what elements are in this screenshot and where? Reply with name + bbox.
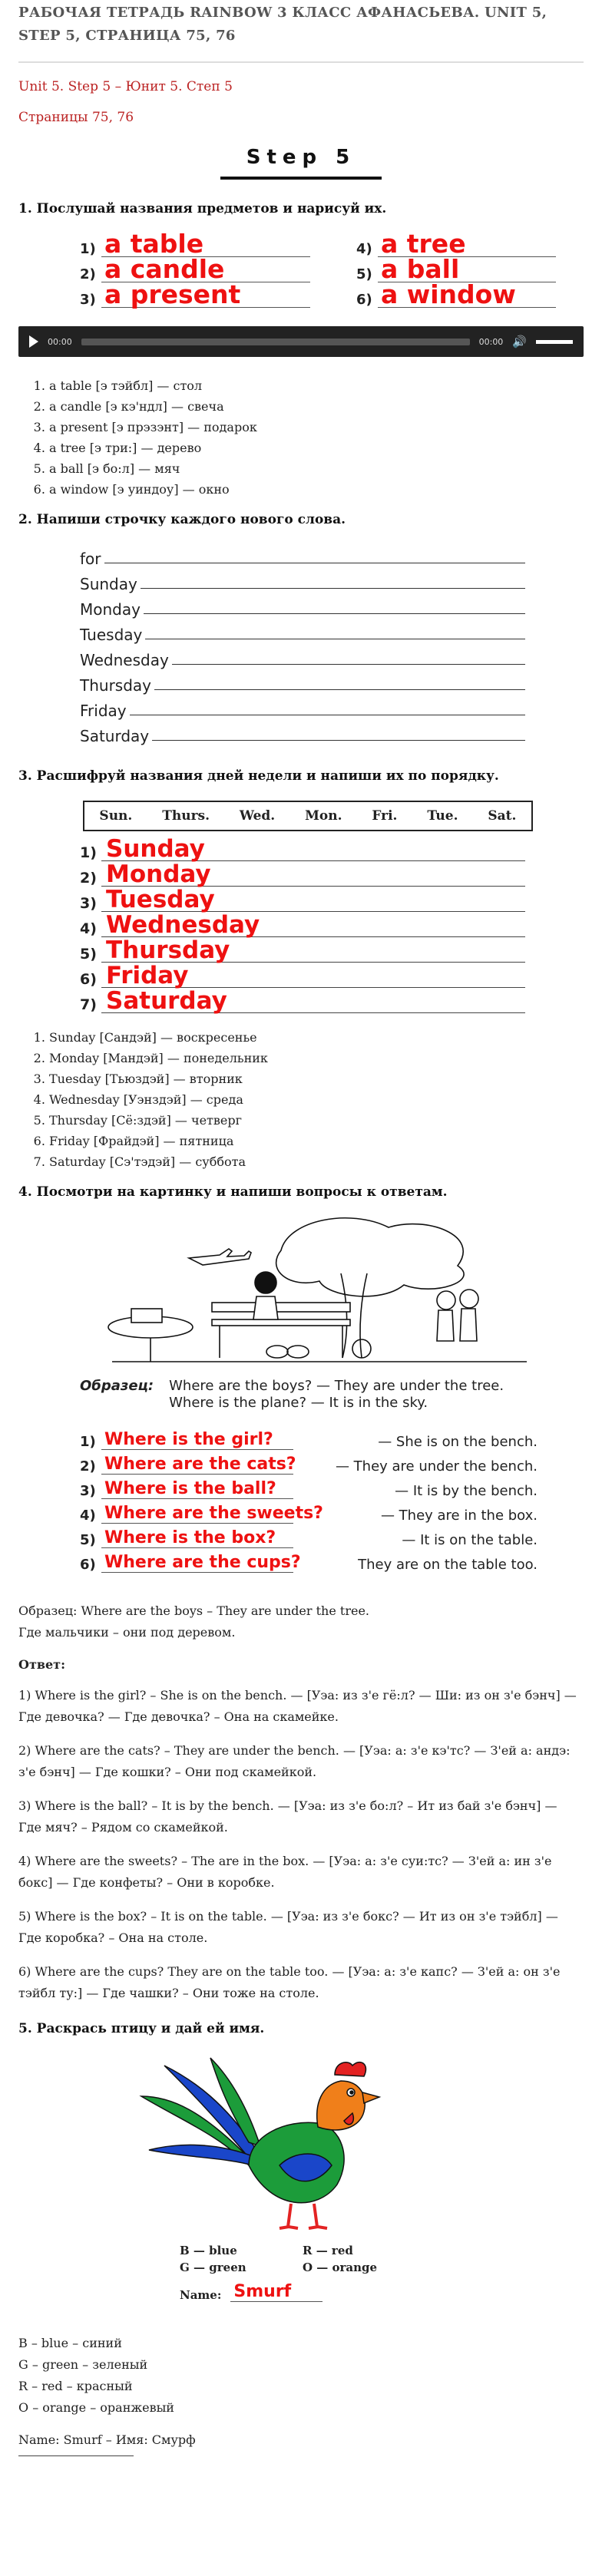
writing-line (80, 619, 525, 644)
list-item: 4. Wednesday [Уэнздэй] — среда (49, 1089, 584, 1110)
underline (154, 689, 525, 690)
line-word: for (80, 550, 101, 568)
day-abbr: Wed. (239, 808, 276, 824)
line-word: Friday (80, 702, 127, 720)
audio-player (18, 326, 584, 357)
park-illustration (97, 1212, 542, 1373)
line-word: Thursday (80, 676, 151, 695)
answer-text: — She is on the bench. (378, 1434, 538, 1450)
line-num: 6) (80, 971, 97, 988)
q-num: 4) (80, 1508, 96, 1524)
bird-image (134, 2050, 410, 2234)
q-num: 5) (80, 1532, 96, 1548)
day-abbr: Fri. (372, 808, 398, 824)
answer-text: They are on the table too. (358, 1557, 538, 1573)
answer-text: — They are in the box. (380, 1508, 538, 1524)
line-num: 1) (80, 844, 97, 861)
answer-line (80, 836, 525, 861)
ex4-plain (18, 1600, 584, 2004)
audio-current-time: 00:00 (48, 336, 72, 347)
line-word: Tuesday (80, 626, 143, 644)
answer-paragraph: 2) Where are the cats? – They are under the bench. — [Уэа: а: з'е кэ'тс? — З'ей а: андэ: з'е бэнч] — Где кошки? – Они под скамейкой. (18, 1743, 571, 1779)
answer-text: — It is on the table. (402, 1532, 538, 1548)
page-title: РАБОЧАЯ ТЕТРАДЬ RAINBOW 3 КЛАСС АФАНАСЬЕВА. UNIT 5, STEP 5, СТРАНИЦА 75, 76 (18, 5, 547, 44)
list-item: 6. a window [э уиндоу] — окно (49, 479, 584, 500)
color-translations (18, 2333, 584, 2456)
answer-paragraph: 6) Where are the cups? They are on the table too. — [Уэа: а: з'е капс? — З'ей а: он з'е тэйбл ту:] — Где чашки? – Они тоже на столе. (18, 1964, 561, 2000)
list-item: 4. a tree [э три:] — дерево (49, 438, 584, 458)
answer-line (80, 988, 525, 1013)
name-line (180, 2282, 584, 2302)
day-abbr: Tue. (427, 808, 458, 824)
question-text: Where are the cats? (101, 1455, 293, 1475)
question-row (80, 1475, 538, 1499)
ex1-item (356, 279, 556, 309)
ex3-heading: 3. Расшифруй названия дней недели и напиши их по порядку. (18, 768, 499, 784)
list-item: 3. Tuesday [Тьюздэй] — вторник (49, 1068, 584, 1089)
park-scene-image (97, 1212, 542, 1373)
line-num: 5) (80, 946, 97, 963)
answer-word: Sunday (101, 837, 525, 861)
question-text: Where are the sweets? (101, 1504, 293, 1524)
answer-line (80, 887, 525, 912)
ex1-item (80, 279, 310, 309)
underline (144, 613, 525, 614)
answer-text: — It is by the bench. (395, 1483, 538, 1499)
legend-item: R — red (303, 2244, 353, 2257)
day-abbr: Sat. (488, 808, 517, 824)
color-line: R – red – красный (18, 2379, 133, 2393)
writing-line (80, 543, 525, 568)
legend-item: B — blue (180, 2244, 237, 2257)
item-word: a ball (378, 257, 556, 282)
answer-paragraph: 1) Where is the girl? – She is on the bench. — [Уэа: из з'е гё:л? — Ши: из он з'е бэнч] — Где девочка? — Где девочка? – Она на скамейке. (18, 1688, 577, 1724)
color-line: G – green – зеленый (18, 2357, 148, 2372)
bird-illustration (134, 2050, 410, 2234)
list-item: 1. Sunday [Сандэй] — воскресенье (49, 1027, 584, 1048)
list-item: 2. Monday [Мандэй] — понедельник (49, 1048, 584, 1068)
ex1-grid (80, 229, 584, 309)
question-text: Where is the ball? (101, 1480, 293, 1499)
item-word: a candle (101, 257, 310, 282)
line-word: Monday (80, 600, 141, 619)
day-abbr: Mon. (305, 808, 342, 824)
answer-word: Saturday (101, 989, 525, 1013)
answer-label: Ответ: (18, 1657, 65, 1672)
sample-text (169, 1378, 538, 1412)
q-num: 6) (80, 1557, 96, 1573)
subtitle-pages: Страницы 75, 76 (18, 110, 134, 125)
sample-text-1: Образец: Where are the boys – They are under the tree. (18, 1603, 369, 1618)
question-row (80, 1548, 538, 1573)
answer-line (80, 861, 525, 887)
q-num: 3) (80, 1483, 96, 1499)
writing-line (80, 644, 525, 669)
writing-line (80, 695, 525, 720)
name-label: Name: (180, 2288, 222, 2302)
line-num: 7) (80, 996, 97, 1013)
writing-line (80, 593, 525, 619)
item-num: 5) (356, 266, 372, 282)
sample-line: Where are the boys? — They are under the tree. (169, 1378, 504, 1394)
day-abbr: Sun. (99, 808, 133, 824)
answer-paragraph: 4) Where are the sweets? – The are in the box. — [Уэа: а: з'е суи:тс? — З'ей а: ин з'е бокс] — Где конфеты? – Они в коробке. (18, 1854, 552, 1890)
writing-line (80, 669, 525, 695)
color-line: O – orange – оранжевый (18, 2400, 174, 2415)
question-row (80, 1425, 538, 1450)
line-num: 3) (80, 895, 97, 912)
list-item: 5. a ball [э бо:л] — мяч (49, 458, 584, 479)
q-num: 2) (80, 1458, 96, 1475)
volume-icon[interactable]: 🔊 (512, 335, 527, 348)
ex1-transcriptions (49, 375, 584, 500)
ex1-heading: 1. Послушай названия предметов и нарисуй их. (18, 201, 387, 216)
play-icon[interactable] (29, 335, 38, 348)
answer-paragraph: 5) Where is the box? – It is on the table. — [Уэа: из з'е бокс? — Ит из он з'е тэйбл] — Где коробка? – Она на столе. (18, 1909, 558, 1945)
audio-duration: 00:00 (478, 336, 504, 347)
name-value: Smurf (230, 2282, 322, 2302)
legend-item: G — green (180, 2261, 246, 2274)
item-num: 1) (80, 241, 96, 257)
answer-word: Thursday (101, 939, 525, 963)
answer-word: Wednesday (101, 913, 525, 937)
subtitle-unit: Unit 5. Step 5 – Юнит 5. Степ 5 (18, 79, 233, 94)
ex3-answers (80, 836, 525, 1013)
line-word: Saturday (80, 727, 150, 745)
answer-line (80, 937, 525, 963)
item-word: a tree (378, 232, 556, 257)
step-heading: Step 5 (246, 146, 356, 169)
underline (141, 588, 525, 589)
line-word: Wednesday (80, 651, 169, 669)
color-legend (180, 2244, 425, 2274)
question-text: Where are the cups? (101, 1554, 293, 1573)
ex4-heading: 4. Посмотри на картинку и напиши вопросы к ответам. (18, 1184, 448, 1200)
answer-word: Monday (101, 863, 525, 887)
line-num: 4) (80, 920, 97, 937)
ex3-transcriptions (49, 1027, 584, 1172)
meta (18, 77, 584, 127)
answer-word: Tuesday (101, 888, 525, 912)
list-item: 2. a candle [э кэ'ндл] — свеча (49, 396, 584, 417)
item-num: 2) (80, 266, 96, 282)
days-box (83, 801, 533, 831)
sample-line: Where is the plane? — It is in the sky. (169, 1395, 428, 1411)
question-text: Where is the girl? (101, 1431, 293, 1450)
answer-line (80, 912, 525, 937)
q-num: 1) (80, 1434, 96, 1450)
list-item: 5. Thursday [Сё:здэй] — четверг (49, 1110, 584, 1131)
ex2-lines (80, 543, 525, 745)
item-word: a table (101, 232, 310, 257)
list-item: 1. a table [э тэйбл] — стол (49, 375, 584, 396)
sample-row (80, 1378, 538, 1412)
list-item: 3. a present [э прэзэнт] — подарок (49, 417, 584, 438)
ex5-heading: 5. Раскрась птицу и дай ей имя. (18, 2021, 265, 2036)
question-text: Where is the box? (101, 1529, 293, 1548)
audio-progress-bar[interactable] (81, 339, 470, 345)
line-num: 2) (80, 870, 97, 887)
sample-text-2: Где мальчики – они под деревом. (18, 1625, 236, 1640)
question-row (80, 1524, 538, 1548)
color-line: B – blue – синий (18, 2336, 122, 2350)
list-item: 6. Friday [Фрайдэй] — пятница (49, 1131, 584, 1151)
answer-word: Friday (101, 964, 525, 988)
sample-label: Образец: (80, 1378, 154, 1394)
ex4-block (80, 1378, 538, 1573)
final-name: Name: Smurf – Имя: Смурф (18, 2432, 196, 2447)
volume-slider[interactable] (536, 340, 573, 344)
underline (152, 740, 525, 741)
answer-paragraph: 3) Where is the ball? – It is by the bench. — [Уэа: из з'е бо:л? – Ит из бай з'е бэнч] — Где мяч? – Рядом со скамейкой. (18, 1798, 557, 1835)
question-row (80, 1450, 538, 1475)
divider (18, 61, 584, 63)
item-num: 4) (356, 241, 372, 257)
line-word: Sunday (80, 575, 137, 593)
item-word: a present (101, 282, 310, 308)
item-num: 3) (80, 292, 96, 308)
answer-text: — They are under the bench. (335, 1458, 538, 1475)
answer-line (80, 963, 525, 988)
final-underline (18, 2455, 134, 2456)
item-word: a window (378, 282, 556, 308)
step-underline (220, 177, 382, 180)
writing-line (80, 568, 525, 593)
writing-line (80, 720, 525, 745)
underline (172, 664, 525, 665)
list-item: 7. Saturday [Сэ'тэдэй] — суббота (49, 1151, 584, 1172)
item-num: 6) (356, 292, 372, 308)
legend-item: O — orange (303, 2261, 378, 2274)
day-abbr: Thurs. (162, 808, 210, 824)
ex2-heading: 2. Напиши строчку каждого нового слова. (18, 512, 346, 527)
question-row (80, 1499, 538, 1524)
